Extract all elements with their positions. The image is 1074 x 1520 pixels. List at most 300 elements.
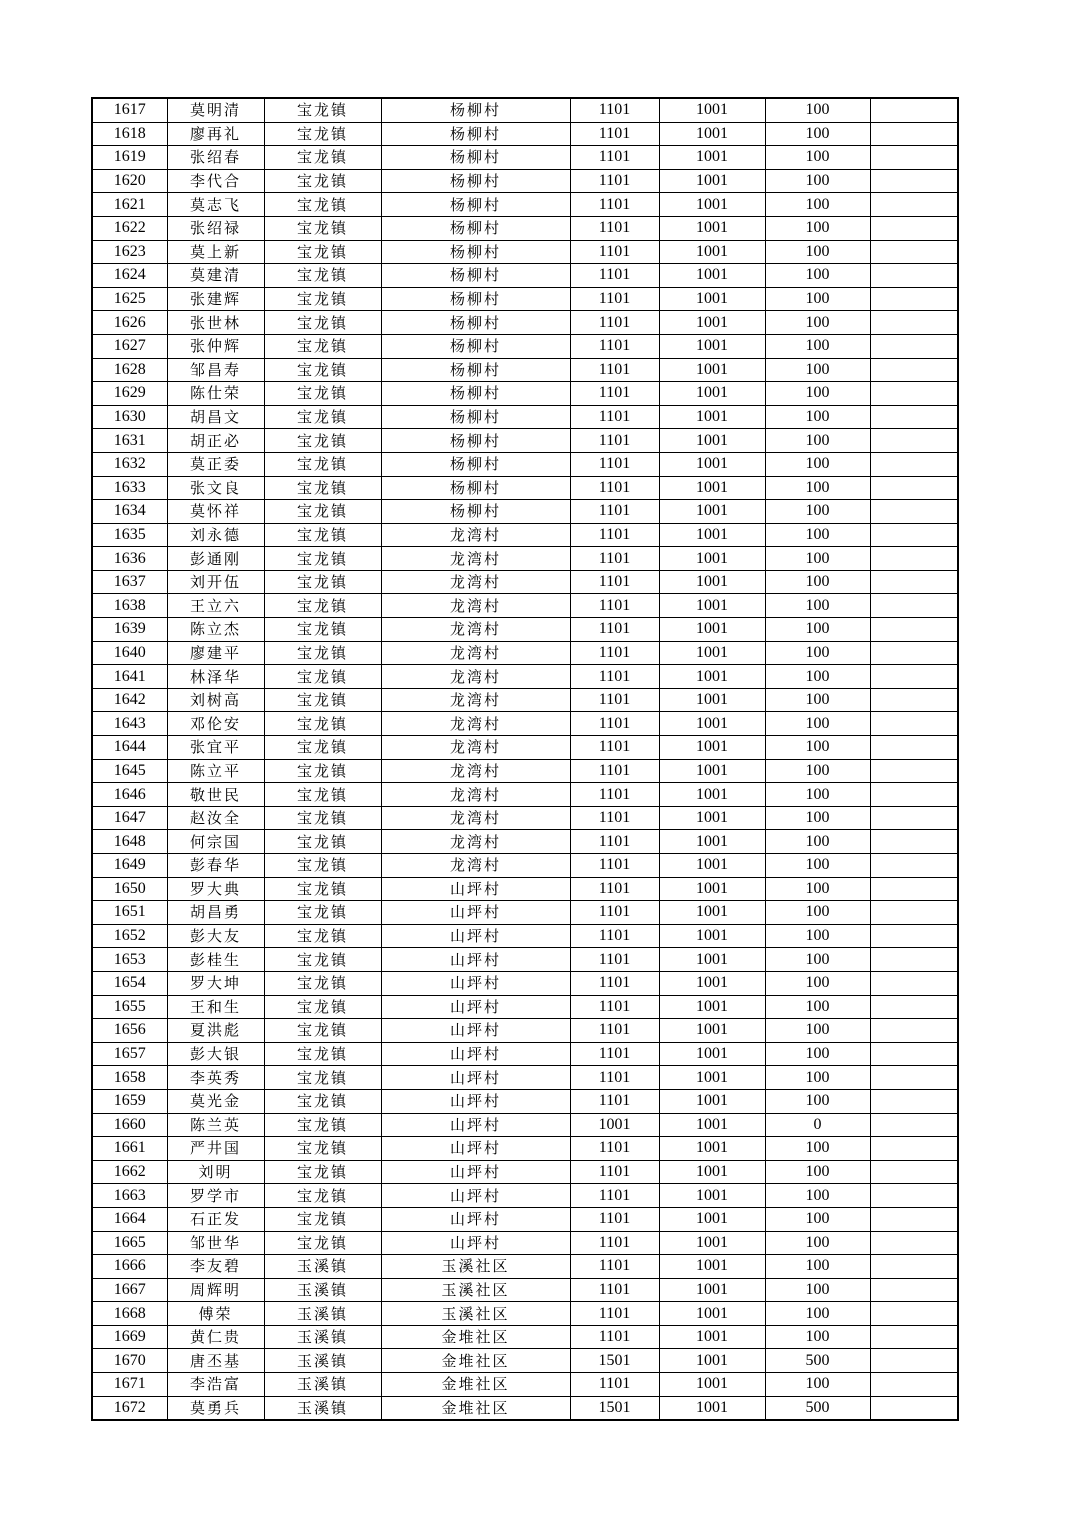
cell-name: 陈兰英: [167, 1113, 264, 1137]
cell-town: 宝龙镇: [264, 1089, 381, 1113]
cell-code-a: 1101: [570, 1137, 659, 1161]
cell-remark: [870, 712, 958, 736]
table-row: [92, 1396, 958, 1420]
cell-remark: [870, 1325, 958, 1349]
cell-village: 杨柳村: [381, 98, 570, 122]
table-row: [92, 665, 958, 689]
cell-village: 山坪村: [381, 1066, 570, 1090]
table-row: [92, 1184, 958, 1208]
table-row: [92, 1019, 958, 1043]
cell-remark: [870, 1184, 958, 1208]
cell-code-a: 1101: [570, 1231, 659, 1255]
cell-code-b: 1001: [659, 264, 765, 288]
cell-amount: 100: [765, 452, 870, 476]
cell-village: 杨柳村: [381, 216, 570, 240]
cell-village: 龙湾村: [381, 854, 570, 878]
cell-amount: 100: [765, 1373, 870, 1397]
cell-amount: 100: [765, 1302, 870, 1326]
cell-row-number: 1631: [92, 429, 167, 453]
cell-town: 宝龙镇: [264, 287, 381, 311]
cell-code-b: 1001: [659, 948, 765, 972]
cell-village: 龙湾村: [381, 806, 570, 830]
cell-name: 张文良: [167, 476, 264, 500]
cell-code-a: 1101: [570, 830, 659, 854]
cell-amount: 100: [765, 311, 870, 335]
cell-code-b: 1001: [659, 452, 765, 476]
cell-remark: [870, 500, 958, 524]
cell-row-number: 1672: [92, 1396, 167, 1420]
cell-village: 杨柳村: [381, 382, 570, 406]
cell-code-b: 1001: [659, 806, 765, 830]
cell-amount: 100: [765, 216, 870, 240]
cell-village: 杨柳村: [381, 240, 570, 264]
cell-row-number: 1641: [92, 665, 167, 689]
cell-village: 杨柳村: [381, 334, 570, 358]
cell-row-number: 1668: [92, 1302, 167, 1326]
cell-town: 宝龙镇: [264, 216, 381, 240]
cell-town: 宝龙镇: [264, 971, 381, 995]
cell-remark: [870, 924, 958, 948]
table-row: [92, 98, 958, 122]
cell-village: 杨柳村: [381, 405, 570, 429]
table-row: [92, 1231, 958, 1255]
cell-town: 宝龙镇: [264, 594, 381, 618]
cell-village: 龙湾村: [381, 712, 570, 736]
table-row: [92, 452, 958, 476]
cell-code-a: 1101: [570, 500, 659, 524]
cell-code-a: 1101: [570, 688, 659, 712]
cell-row-number: 1630: [92, 405, 167, 429]
cell-village: 龙湾村: [381, 547, 570, 571]
cell-name: 张绍禄: [167, 216, 264, 240]
cell-remark: [870, 146, 958, 170]
cell-remark: [870, 641, 958, 665]
cell-name: 李英秀: [167, 1066, 264, 1090]
cell-remark: [870, 783, 958, 807]
cell-row-number: 1617: [92, 98, 167, 122]
cell-code-b: 1001: [659, 98, 765, 122]
cell-name: 唐丕基: [167, 1349, 264, 1373]
cell-name: 莫志飞: [167, 193, 264, 217]
table-row: [92, 1160, 958, 1184]
table-row: [92, 311, 958, 335]
cell-town: 宝龙镇: [264, 382, 381, 406]
cell-row-number: 1627: [92, 334, 167, 358]
table-row: [92, 1325, 958, 1349]
cell-code-a: 1101: [570, 122, 659, 146]
cell-town: 宝龙镇: [264, 122, 381, 146]
cell-amount: 100: [765, 665, 870, 689]
cell-town: 宝龙镇: [264, 830, 381, 854]
cell-row-number: 1648: [92, 830, 167, 854]
cell-town: 宝龙镇: [264, 924, 381, 948]
cell-village: 山坪村: [381, 1231, 570, 1255]
cell-code-a: 1101: [570, 594, 659, 618]
cell-village: 山坪村: [381, 1184, 570, 1208]
cell-amount: 100: [765, 641, 870, 665]
cell-remark: [870, 264, 958, 288]
cell-amount: 100: [765, 901, 870, 925]
cell-town: 宝龙镇: [264, 759, 381, 783]
cell-amount: 100: [765, 688, 870, 712]
table-row: [92, 901, 958, 925]
cell-amount: 100: [765, 405, 870, 429]
cell-village: 龙湾村: [381, 830, 570, 854]
cell-code-b: 1001: [659, 618, 765, 642]
cell-amount: 100: [765, 146, 870, 170]
cell-code-b: 1001: [659, 759, 765, 783]
cell-code-a: 1101: [570, 547, 659, 571]
cell-row-number: 1666: [92, 1255, 167, 1279]
table-row: [92, 1349, 958, 1373]
cell-code-a: 1101: [570, 311, 659, 335]
cell-town: 宝龙镇: [264, 618, 381, 642]
cell-name: 彭通刚: [167, 547, 264, 571]
cell-row-number: 1637: [92, 570, 167, 594]
cell-name: 刘永德: [167, 523, 264, 547]
table-row: [92, 995, 958, 1019]
cell-town: 宝龙镇: [264, 806, 381, 830]
cell-code-b: 1001: [659, 1278, 765, 1302]
cell-code-a: 1101: [570, 264, 659, 288]
cell-name: 彭春华: [167, 854, 264, 878]
table-row: [92, 1278, 958, 1302]
cell-remark: [870, 1089, 958, 1113]
cell-village: 杨柳村: [381, 311, 570, 335]
cell-remark: [870, 736, 958, 760]
cell-village: 龙湾村: [381, 736, 570, 760]
cell-town: 宝龙镇: [264, 476, 381, 500]
cell-remark: [870, 1349, 958, 1373]
cell-code-a: 1101: [570, 1325, 659, 1349]
table-row: [92, 334, 958, 358]
cell-code-b: 1001: [659, 216, 765, 240]
cell-remark: [870, 854, 958, 878]
cell-remark: [870, 452, 958, 476]
cell-row-number: 1633: [92, 476, 167, 500]
cell-name: 李浩富: [167, 1373, 264, 1397]
cell-remark: [870, 594, 958, 618]
cell-village: 龙湾村: [381, 688, 570, 712]
cell-row-number: 1649: [92, 854, 167, 878]
cell-amount: 100: [765, 334, 870, 358]
cell-remark: [870, 311, 958, 335]
cell-name: 张绍春: [167, 146, 264, 170]
table-row: [92, 570, 958, 594]
cell-row-number: 1623: [92, 240, 167, 264]
table-row: [92, 854, 958, 878]
cell-amount: 500: [765, 1396, 870, 1420]
cell-code-b: 1001: [659, 1019, 765, 1043]
cell-name: 李友碧: [167, 1255, 264, 1279]
cell-town: 宝龙镇: [264, 500, 381, 524]
cell-town: 宝龙镇: [264, 358, 381, 382]
cell-remark: [870, 547, 958, 571]
cell-code-b: 1001: [659, 688, 765, 712]
cell-row-number: 1628: [92, 358, 167, 382]
cell-remark: [870, 98, 958, 122]
cell-code-b: 1001: [659, 736, 765, 760]
cell-amount: 100: [765, 570, 870, 594]
cell-remark: [870, 216, 958, 240]
cell-code-a: 1101: [570, 476, 659, 500]
cell-village: 杨柳村: [381, 452, 570, 476]
cell-code-a: 1101: [570, 193, 659, 217]
cell-code-b: 1001: [659, 1396, 765, 1420]
cell-code-a: 1101: [570, 736, 659, 760]
cell-row-number: 1650: [92, 877, 167, 901]
cell-code-b: 1001: [659, 641, 765, 665]
cell-remark: [870, 1113, 958, 1137]
cell-code-b: 1001: [659, 594, 765, 618]
cell-code-a: 1101: [570, 1207, 659, 1231]
cell-remark: [870, 759, 958, 783]
cell-code-b: 1001: [659, 547, 765, 571]
cell-code-a: 1101: [570, 1066, 659, 1090]
cell-town: 宝龙镇: [264, 1160, 381, 1184]
cell-code-a: 1101: [570, 877, 659, 901]
cell-code-a: 1101: [570, 146, 659, 170]
cell-village: 山坪村: [381, 1207, 570, 1231]
cell-code-a: 1101: [570, 523, 659, 547]
cell-code-b: 1001: [659, 169, 765, 193]
table-row: [92, 547, 958, 571]
cell-row-number: 1620: [92, 169, 167, 193]
cell-row-number: 1639: [92, 618, 167, 642]
table-row: [92, 1042, 958, 1066]
cell-amount: 100: [765, 783, 870, 807]
table-body: [92, 98, 958, 1420]
cell-code-b: 1001: [659, 334, 765, 358]
cell-town: 宝龙镇: [264, 523, 381, 547]
cell-name: 邹昌寿: [167, 358, 264, 382]
cell-row-number: 1626: [92, 311, 167, 335]
cell-amount: 100: [765, 429, 870, 453]
cell-name: 莫勇兵: [167, 1396, 264, 1420]
cell-amount: 100: [765, 547, 870, 571]
cell-remark: [870, 1160, 958, 1184]
cell-code-b: 1001: [659, 523, 765, 547]
cell-town: 宝龙镇: [264, 1137, 381, 1161]
cell-code-a: 1101: [570, 665, 659, 689]
cell-remark: [870, 1042, 958, 1066]
cell-amount: 100: [765, 1184, 870, 1208]
cell-name: 刘开伍: [167, 570, 264, 594]
cell-row-number: 1634: [92, 500, 167, 524]
cell-village: 山坪村: [381, 877, 570, 901]
cell-village: 龙湾村: [381, 594, 570, 618]
cell-code-a: 1101: [570, 1184, 659, 1208]
table-row: [92, 264, 958, 288]
cell-remark: [870, 382, 958, 406]
cell-town: 玉溪镇: [264, 1373, 381, 1397]
cell-remark: [870, 169, 958, 193]
cell-code-b: 1001: [659, 1325, 765, 1349]
cell-remark: [870, 830, 958, 854]
cell-name: 邹世华: [167, 1231, 264, 1255]
table-row: [92, 1089, 958, 1113]
cell-town: 宝龙镇: [264, 1207, 381, 1231]
cell-code-b: 1001: [659, 240, 765, 264]
cell-remark: [870, 1066, 958, 1090]
cell-amount: 500: [765, 1349, 870, 1373]
cell-code-a: 1101: [570, 971, 659, 995]
cell-town: 宝龙镇: [264, 995, 381, 1019]
cell-town: 宝龙镇: [264, 264, 381, 288]
table-row: [92, 429, 958, 453]
cell-amount: 100: [765, 806, 870, 830]
cell-name: 刘树高: [167, 688, 264, 712]
cell-code-a: 1101: [570, 759, 659, 783]
cell-village: 龙湾村: [381, 523, 570, 547]
cell-remark: [870, 1278, 958, 1302]
cell-town: 宝龙镇: [264, 98, 381, 122]
cell-code-a: 1101: [570, 358, 659, 382]
cell-town: 宝龙镇: [264, 334, 381, 358]
cell-village: 杨柳村: [381, 287, 570, 311]
cell-name: 陈立平: [167, 759, 264, 783]
cell-remark: [870, 1396, 958, 1420]
cell-row-number: 1665: [92, 1231, 167, 1255]
cell-village: 山坪村: [381, 1042, 570, 1066]
cell-village: 玉溪社区: [381, 1278, 570, 1302]
cell-row-number: 1643: [92, 712, 167, 736]
cell-row-number: 1635: [92, 523, 167, 547]
cell-remark: [870, 806, 958, 830]
table-row: [92, 688, 958, 712]
table-row: [92, 594, 958, 618]
cell-name: 王和生: [167, 995, 264, 1019]
table-row: [92, 122, 958, 146]
cell-code-b: 1001: [659, 971, 765, 995]
cell-amount: 100: [765, 1325, 870, 1349]
table-row: [92, 830, 958, 854]
cell-remark: [870, 971, 958, 995]
cell-amount: 100: [765, 358, 870, 382]
cell-name: 李代合: [167, 169, 264, 193]
table-row: [92, 712, 958, 736]
cell-row-number: 1632: [92, 452, 167, 476]
cell-amount: 100: [765, 240, 870, 264]
cell-row-number: 1625: [92, 287, 167, 311]
cell-village: 杨柳村: [381, 169, 570, 193]
cell-village: 山坪村: [381, 1089, 570, 1113]
cell-code-b: 1001: [659, 712, 765, 736]
cell-code-b: 1001: [659, 877, 765, 901]
cell-code-b: 1001: [659, 1160, 765, 1184]
cell-remark: [870, 429, 958, 453]
cell-code-b: 1001: [659, 1302, 765, 1326]
cell-code-b: 1001: [659, 570, 765, 594]
cell-amount: 100: [765, 948, 870, 972]
cell-code-a: 1101: [570, 618, 659, 642]
cell-village: 杨柳村: [381, 264, 570, 288]
cell-amount: 100: [765, 830, 870, 854]
cell-town: 宝龙镇: [264, 240, 381, 264]
cell-code-a: 1101: [570, 1278, 659, 1302]
cell-name: 莫正委: [167, 452, 264, 476]
cell-code-b: 1001: [659, 382, 765, 406]
cell-town: 宝龙镇: [264, 1066, 381, 1090]
cell-name: 张宜平: [167, 736, 264, 760]
cell-name: 莫光金: [167, 1089, 264, 1113]
cell-remark: [870, 405, 958, 429]
cell-code-a: 1101: [570, 287, 659, 311]
table-row: [92, 759, 958, 783]
cell-town: 宝龙镇: [264, 169, 381, 193]
cell-name: 莫明清: [167, 98, 264, 122]
cell-remark: [870, 948, 958, 972]
cell-name: 莫怀祥: [167, 500, 264, 524]
cell-remark: [870, 240, 958, 264]
table-row: [92, 736, 958, 760]
cell-amount: 100: [765, 759, 870, 783]
cell-code-b: 1001: [659, 358, 765, 382]
cell-village: 杨柳村: [381, 358, 570, 382]
cell-code-a: 1001: [570, 1113, 659, 1137]
cell-village: 杨柳村: [381, 122, 570, 146]
cell-row-number: 1655: [92, 995, 167, 1019]
cell-town: 宝龙镇: [264, 405, 381, 429]
cell-code-a: 1101: [570, 169, 659, 193]
cell-code-a: 1101: [570, 948, 659, 972]
cell-name: 陈立杰: [167, 618, 264, 642]
cell-name: 胡正必: [167, 429, 264, 453]
cell-town: 玉溪镇: [264, 1325, 381, 1349]
cell-town: 宝龙镇: [264, 712, 381, 736]
cell-amount: 100: [765, 877, 870, 901]
cell-town: 玉溪镇: [264, 1255, 381, 1279]
data-table: [91, 97, 959, 1421]
cell-village: 杨柳村: [381, 146, 570, 170]
cell-remark: [870, 193, 958, 217]
cell-name: 莫上新: [167, 240, 264, 264]
cell-code-b: 1001: [659, 1207, 765, 1231]
cell-amount: 100: [765, 1255, 870, 1279]
cell-remark: [870, 358, 958, 382]
cell-code-b: 1001: [659, 830, 765, 854]
cell-village: 山坪村: [381, 1137, 570, 1161]
cell-code-b: 1001: [659, 1089, 765, 1113]
cell-code-a: 1101: [570, 641, 659, 665]
cell-code-b: 1001: [659, 783, 765, 807]
table-row: [92, 971, 958, 995]
table-row: [92, 523, 958, 547]
cell-code-b: 1001: [659, 287, 765, 311]
cell-row-number: 1651: [92, 901, 167, 925]
cell-name: 胡昌勇: [167, 901, 264, 925]
cell-name: 罗学市: [167, 1184, 264, 1208]
cell-row-number: 1646: [92, 783, 167, 807]
cell-name: 罗大典: [167, 877, 264, 901]
cell-amount: 100: [765, 193, 870, 217]
cell-code-a: 1101: [570, 783, 659, 807]
cell-remark: [870, 287, 958, 311]
cell-remark: [870, 1019, 958, 1043]
cell-row-number: 1624: [92, 264, 167, 288]
cell-code-a: 1101: [570, 995, 659, 1019]
cell-amount: 100: [765, 924, 870, 948]
cell-name: 张世林: [167, 311, 264, 335]
cell-row-number: 1658: [92, 1066, 167, 1090]
cell-row-number: 1644: [92, 736, 167, 760]
cell-row-number: 1622: [92, 216, 167, 240]
cell-village: 金堆社区: [381, 1325, 570, 1349]
cell-amount: 100: [765, 1231, 870, 1255]
cell-town: 玉溪镇: [264, 1302, 381, 1326]
cell-amount: 100: [765, 264, 870, 288]
cell-remark: [870, 877, 958, 901]
